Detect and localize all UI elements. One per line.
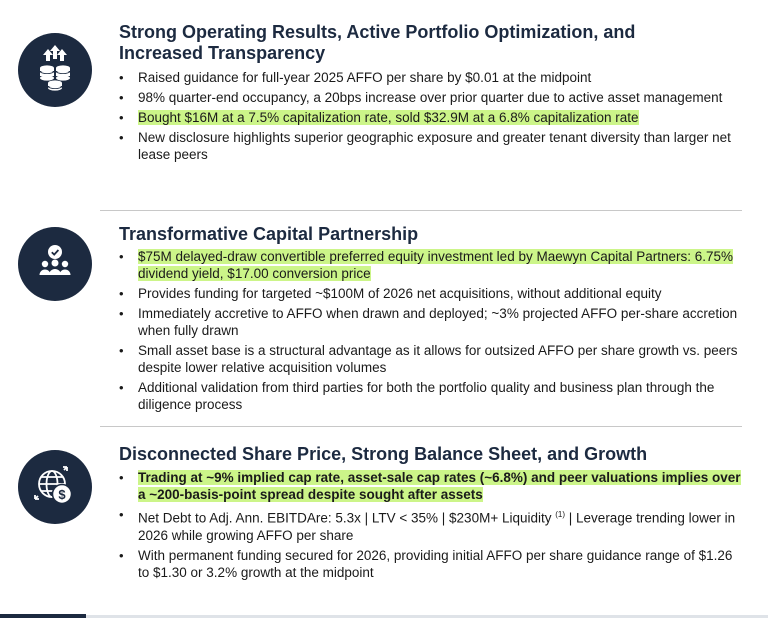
bullet-list [119, 248, 744, 416]
globe-dollar-icon [18, 450, 92, 524]
stacked-coins-up-arrows-icon [18, 33, 92, 107]
list-item: • Bought $16M at a 7.5% capitalization rate, sold $32.9M at a 6.8% capitalization rate [119, 109, 744, 126]
bullet-list [119, 469, 744, 584]
list-item: • New disclosure highlights superior geographic exposure and greater tenant diversity than larger net lease peers [119, 129, 744, 163]
section-title: Transformative Capital Partnership [119, 224, 419, 244]
section-divider [100, 426, 742, 427]
bullet-list [119, 69, 744, 166]
list-item: • Immediately accretive to AFFO when drawn and deployed; ~3% projected AFFO per-share accretion when fully drawn [119, 305, 744, 339]
section-divider [100, 210, 742, 211]
list-item: • With permanent funding secured for 2026, providing initial AFFO per share guidance range of $1.26 to $1.30 or 3.2% growth at the midpoint [119, 547, 744, 581]
list-item: • Provides funding for targeted ~$100M of 2026 net acquisitions, without additional equity [119, 285, 744, 302]
section-title: Disconnected Share Price, Strong Balance Sheet, and Growth [119, 444, 648, 464]
footnote-marker: (1) [555, 510, 566, 519]
list-item: • Trading at ~9% implied cap rate, asset-sale cap rates (~6.8%) and peer valuations implies over a ~200-basis-point spread despite sought after assets [119, 469, 744, 503]
footer-accent-bar [0, 614, 86, 618]
list-item: • 98% quarter-end occupancy, a 20bps increase over prior quarter due to active asset management [119, 89, 744, 106]
list-item: • Small asset base is a structural advantage as it allows for outsized AFFO per share growth vs. peers despite lower relative acquisition volumes [119, 342, 744, 376]
list-item: • Additional validation from third parties for both the portfolio quality and business plan through the diligence process [119, 379, 744, 413]
svg-text:$: $ [58, 487, 66, 502]
team-check-icon [18, 227, 92, 301]
list-item: • Raised guidance for full-year 2025 AFFO per share by $0.01 at the midpoint [119, 69, 744, 86]
section-title: Strong Operating Results, Active Portfolio Optimization, and Increased Transparency [119, 22, 636, 63]
list-item: • $75M delayed-draw convertible preferred equity investment led by Maewyn Capital Partners: 6.75% dividend yield, $17.00 conversion price [119, 248, 744, 282]
list-item: • Net Debt to Adj. Ann. EBITDAre: 5.3x | LTV < 35% | $230M+ Liquidity $^{(1)}$ | Leverage trending lower in 2026 while growing AFFO per share [119, 506, 744, 544]
